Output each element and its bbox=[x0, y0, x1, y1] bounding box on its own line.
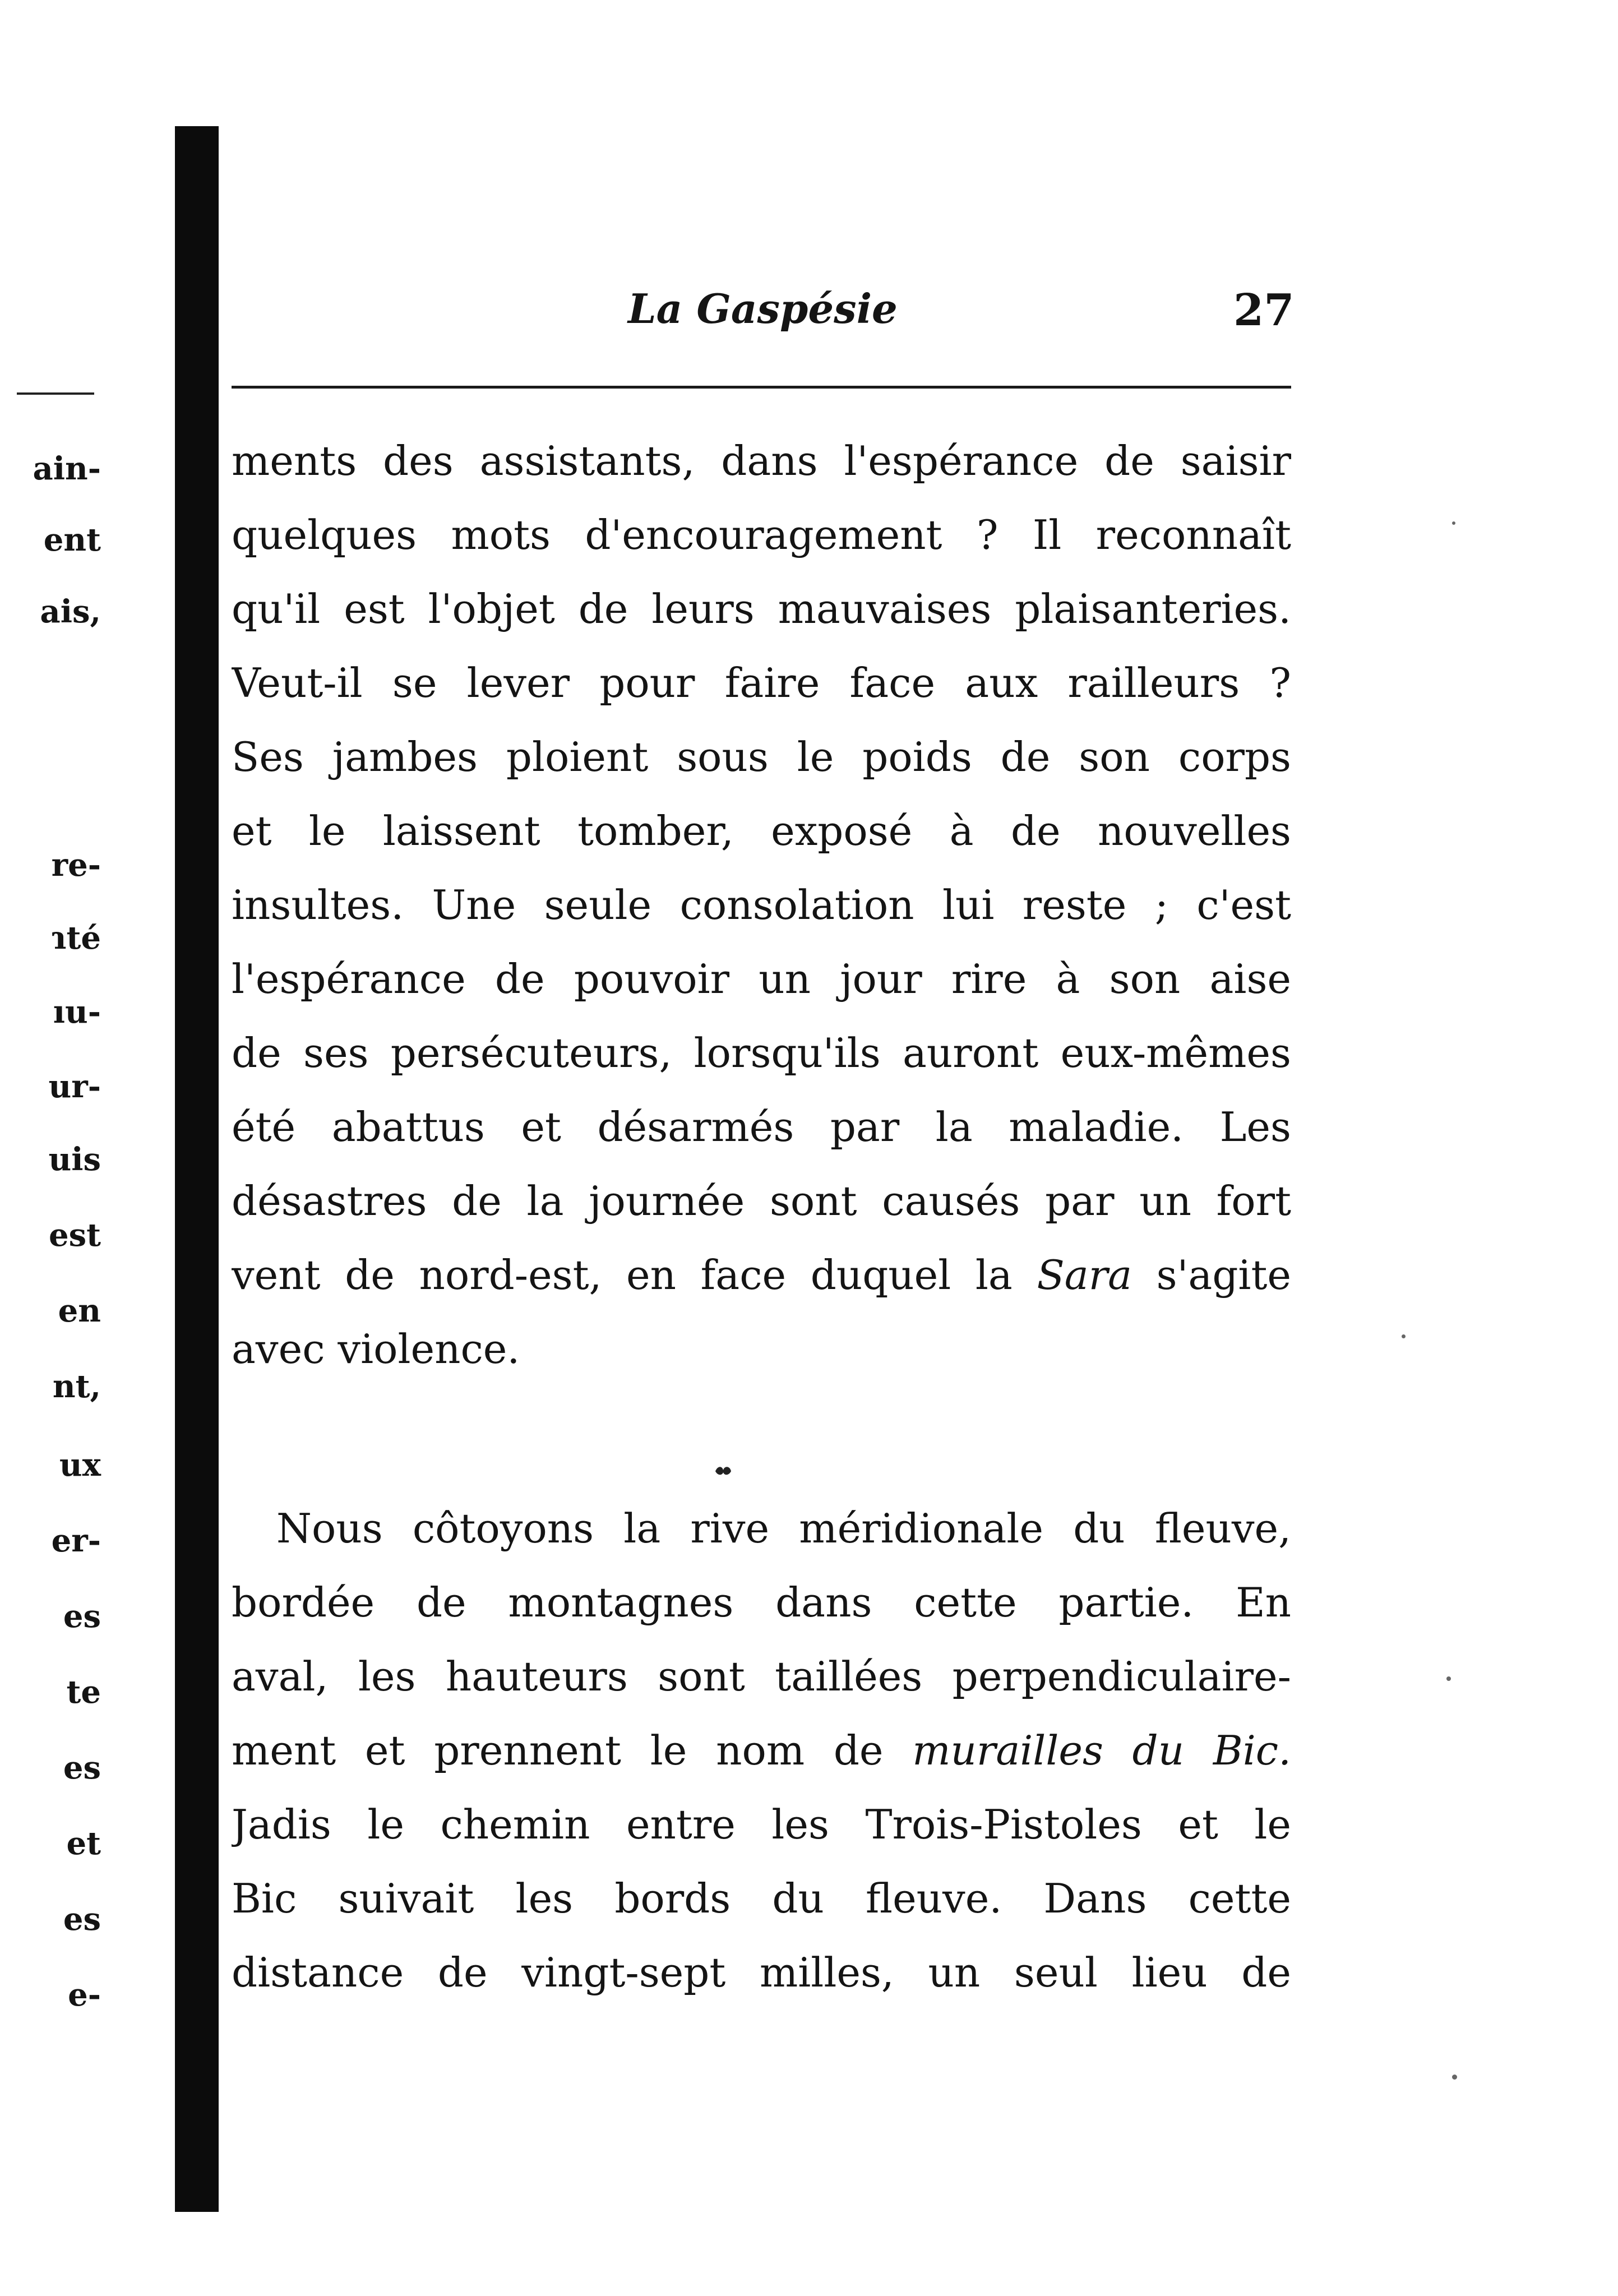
text-line: de ses persécuteurs, lorsqu'ils auront eux-mêmes bbox=[232, 1029, 1291, 1077]
previous-page-fragment: ain- bbox=[33, 450, 101, 487]
previous-page-fragment: ur- bbox=[48, 1068, 101, 1105]
text-line: ments des assistants, dans l'espérance de saisir bbox=[232, 437, 1291, 484]
previous-page-fragment: ais, bbox=[40, 593, 101, 630]
previous-page-fragment: et bbox=[66, 1825, 101, 1862]
previous-page-fragment: es bbox=[63, 1598, 101, 1635]
text-segment: vent de nord-est, en face duquel la bbox=[232, 1251, 1037, 1299]
running-head: La Gaspésie bbox=[628, 285, 898, 332]
page-number: 27 bbox=[1233, 285, 1295, 336]
text-line: Nous côtoyons la rive méridionale du fleuve, bbox=[276, 1505, 1291, 1552]
text-segment: s'agite bbox=[1132, 1251, 1291, 1299]
scan-speck bbox=[1452, 2075, 1457, 2080]
scan-speck bbox=[1402, 1334, 1406, 1338]
previous-page-fragment: uis bbox=[48, 1141, 101, 1178]
text-line: Jadis le chemin entre les Trois-Pistoles et le bbox=[232, 1801, 1291, 1848]
paragraph-2 bbox=[232, 1491, 1291, 2009]
text-line: aval, les hauteurs sont taillées perpendiculaire- bbox=[232, 1653, 1291, 1700]
previous-page-fragment: en bbox=[58, 1292, 101, 1329]
header-rule bbox=[232, 386, 1291, 389]
text-line: insultes. Une seule consolation lui reste ; c'est bbox=[232, 881, 1291, 928]
place-name: murailles du Bic. bbox=[912, 1727, 1291, 1774]
text-segment: ment et prennent le nom de bbox=[232, 1727, 913, 1774]
previous-page-fragment: re- bbox=[51, 847, 101, 884]
ship-name: Sara bbox=[1037, 1251, 1132, 1299]
previous-page-fragment: ıu- bbox=[53, 994, 101, 1031]
text-line: Ses jambes ploient sous le poids de son corps bbox=[232, 733, 1291, 780]
text-line: distance de vingt-sept milles, un seul lieu de bbox=[232, 1949, 1291, 1996]
previous-page-fragment: ux bbox=[59, 1447, 101, 1484]
text-line: été abattus et désarmés par la maladie. Les bbox=[232, 1103, 1291, 1151]
section-ornament-icon bbox=[713, 1463, 733, 1479]
text-line bbox=[232, 1238, 1291, 1312]
text-line: et le laissent tomber, exposé à de nouvelles bbox=[232, 807, 1291, 854]
scan-speck bbox=[1452, 521, 1455, 525]
previous-page-fragment: e- bbox=[68, 1976, 101, 2013]
text-line: Bic suivait les bords du fleuve. Dans cette bbox=[232, 1875, 1291, 1922]
text-line: qu'il est l'objet de leurs mauvaises plaisanteries. bbox=[232, 585, 1291, 632]
paragraph-1 bbox=[232, 424, 1291, 1386]
previous-page-fragment: er- bbox=[51, 1522, 101, 1559]
text-line: désastres de la journée sont causés par un fort bbox=[232, 1177, 1291, 1225]
text-line: quelques mots d'encouragement ? Il reconnaît bbox=[232, 511, 1291, 558]
previous-page-fragment: nt, bbox=[52, 1368, 101, 1405]
text-line: l'espérance de pouvoir un jour rire à son aise bbox=[232, 955, 1291, 1003]
previous-page-fragment: est bbox=[48, 1217, 101, 1254]
scan-speck bbox=[1446, 1676, 1451, 1681]
text-line: Veut-il se lever pour faire face aux railleurs ? bbox=[232, 659, 1291, 706]
previous-page-fragment: es bbox=[63, 1749, 101, 1786]
page-gutter-shadow bbox=[175, 126, 219, 2212]
text-line: avec violence. bbox=[232, 1325, 520, 1373]
previous-page-fragment: te bbox=[66, 1674, 101, 1711]
previous-page-fragment: es bbox=[63, 1901, 101, 1938]
text-line: bordée de montagnes dans cette partie. En bbox=[232, 1579, 1291, 1626]
previous-page-fragment: ent bbox=[43, 521, 101, 558]
previous-page-rule bbox=[17, 392, 94, 395]
text-line bbox=[232, 1713, 1291, 1787]
previous-page-fragment: ɿté bbox=[51, 920, 101, 957]
